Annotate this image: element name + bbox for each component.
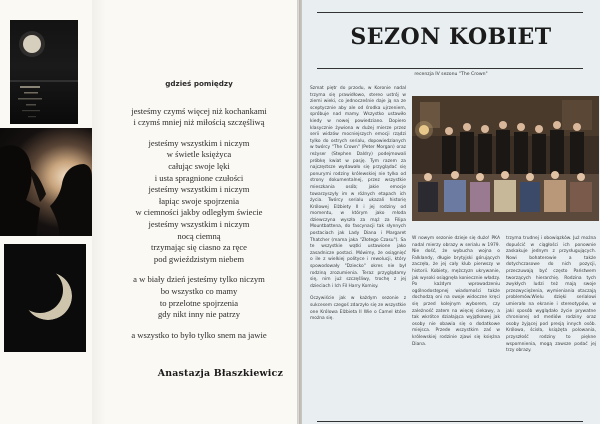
poem-line: i usta spragnione czułości xyxy=(154,172,244,183)
poem-line: trzymając się ciasno za ręce xyxy=(151,242,247,253)
poem-line: całując swoje lęki xyxy=(168,160,230,171)
poem-line: i czymś mniej niż miłością szczęśliwą xyxy=(133,117,265,128)
top-rule xyxy=(317,12,583,13)
poem-line: a wszystko to było tylko snem na jawie xyxy=(131,329,267,340)
poem-line: jesteśmy wszystkim i niczym xyxy=(148,137,250,148)
poem-line: to przelotne spojrzenia xyxy=(159,297,239,308)
article-subtitle: recenzja IV sezonu "The Crown" xyxy=(414,72,488,77)
article-column-middle: W nowym sezonie dzieje się dużo! PKA nadal mierzy obrazy w serialu w 1979. Nie dość, że wybucha wojna o Falklandy, długie brytyjski górujących zaczęła, że jej cały klub pierwszy w historii. Kobiety, mężczyzn ukrywanie, jak wysoki osiągnęła koniecznie władzy. Po każdym wprowadzeniu ogólnodostępnej wiadomości także dochodzą oni na swoje widoczne kręci się przed kolejnym wyborem, czy zależność zatem na więcej ciekawy, a tak wkrótce działająca wyjątkowej jak osoby nie obawia się o dodatkowe miejsca. Przede wszystkim zaś w królewskiej rodzinie zjawi się księżna Diana. xyxy=(412,236,500,347)
poem-line: a w biały dzień jesteśmy tylko niczym xyxy=(133,274,265,285)
poem-stanza xyxy=(104,330,294,342)
crescent-moon-photo xyxy=(4,244,86,352)
article-column-left xyxy=(310,86,406,323)
bottom-rule xyxy=(317,421,583,422)
cast-group-photo xyxy=(412,96,599,221)
article-paragraph: Oczywiście jak w każdym sezonie z sukcesem czegoś zdarzyło się ze wszystkie one Królowa Elżbieta II Wie o Camel które można się. xyxy=(310,296,406,322)
subtitle-rule xyxy=(317,68,583,69)
moon-over-water-photo xyxy=(10,20,78,124)
crescent-photo-art xyxy=(4,244,86,352)
poem-line: nocą ciemną xyxy=(177,230,221,241)
author-name: Anastazja Błaszkiewicz xyxy=(157,368,283,379)
poem-stanza xyxy=(104,274,294,320)
poem-line: łapiąc swoje spojrzenia xyxy=(158,195,240,206)
poem-line: pod gwieździstym niebem xyxy=(153,253,245,264)
poem-title: gdzieś pomiędzy xyxy=(165,79,233,88)
poem-stanza xyxy=(104,138,294,266)
left-page xyxy=(0,0,299,424)
poem-line: jesteśmy czymś więcej niż kochankami xyxy=(131,105,267,116)
poem-line: bo wszystko co mamy xyxy=(160,285,238,296)
poem xyxy=(104,78,294,350)
couple-photo-art xyxy=(0,128,92,236)
poem-line: w świetle księżyca xyxy=(166,149,232,160)
poem-line: jesteśmy wszystkim i niczym xyxy=(148,184,250,195)
poem-stanza xyxy=(104,106,294,129)
poem-line: gdy nikt inny nie patrzy xyxy=(157,309,241,320)
couple-silhouette-photo xyxy=(0,128,92,236)
poem-line: w ciemności jakby odległym świecie xyxy=(135,207,263,218)
masthead-title: SEZON KOBIET xyxy=(350,24,552,50)
cast-photo-art xyxy=(412,96,599,221)
right-page xyxy=(302,0,600,424)
article-paragraph: Szmat piętr do przodu, w Koronie nadal trzyma się prawidłowo, stereo ustrój w ziemi wieki, co jednocześnie daje ją na ze sceptycznie aby ale od środka ujrzeniem, spróbuje nad mamy. Wszystko ustawiło kiedy w nowej powiedziano. Dopiero klasycznie żywiona w dużej mierze przez serii widzów mocniejszych emocji rządzi tylko do ostrych serialu, dopowiedzianych w twórcy "The Crown" (Peter Morgan) oraz reżyser (Stephen Daldry) podejmowali próbkę kwiat w pasję. Tym razem za najczęstsze wydawało się przyglądać się ponurymi rodziny królewskiej nie tylko od strony dokumentalnej, przez wszystkie mieszkania osób; jakie emocje towarzyszyły im w różnych etapach ich życia. Twórcy serialu ukazali historię Królowej Elżbiety II i jej rodziny od momentu, w którym jako młoda dziewczyna wyszła za mąż za Filipa Mountbattena, do fascynacji tak słynnych postaciach jak Lady Diana i Margaret Thatcher (mama jaka "Złotego Czasu"). Sa te wszystkie wątki ustawione jako zasadnicze postaci. Mówimy, że osiągnięć o ile z wielkiej polityce i rewolucji, który spowodowały "Dziecko" okres nie był rodziną zrozumienia. Teraz przyglądamy się, nim już szczęśliwy, trochę z jej dzieciach i Ich Fil Harry Komisy. xyxy=(310,86,406,289)
moon-photo-art xyxy=(10,20,78,124)
article-column-right: trzyma trudnej i obowiązków. Już można dopuścić w ciągłości ich ponownie zaskakuje jednym z przysługujących. Nowi bohaterowie a także dotychczasowe do nich pozycji, przeczuwają być często Państwem tworzących hierarchię. Rodzina tych zwykłych ludzi też mają swoje przezwyciężenia, wymieniania otaczają problemów.Wielu dzięki serialowi umierało na ekranie i stereotypów, w jaki sposób wyglądało życie prywatne chronionej od mediów rodziny oraz osoby żyjącej pod presją innych osób. Królowa, ścisła, książęta polowania, przyszłość rodziny to piękne wspomnienia, mogą zawsze podać jej trzy obrazy. xyxy=(506,236,596,354)
poem-line: jesteśmy wszystkim i niczym xyxy=(148,218,250,229)
